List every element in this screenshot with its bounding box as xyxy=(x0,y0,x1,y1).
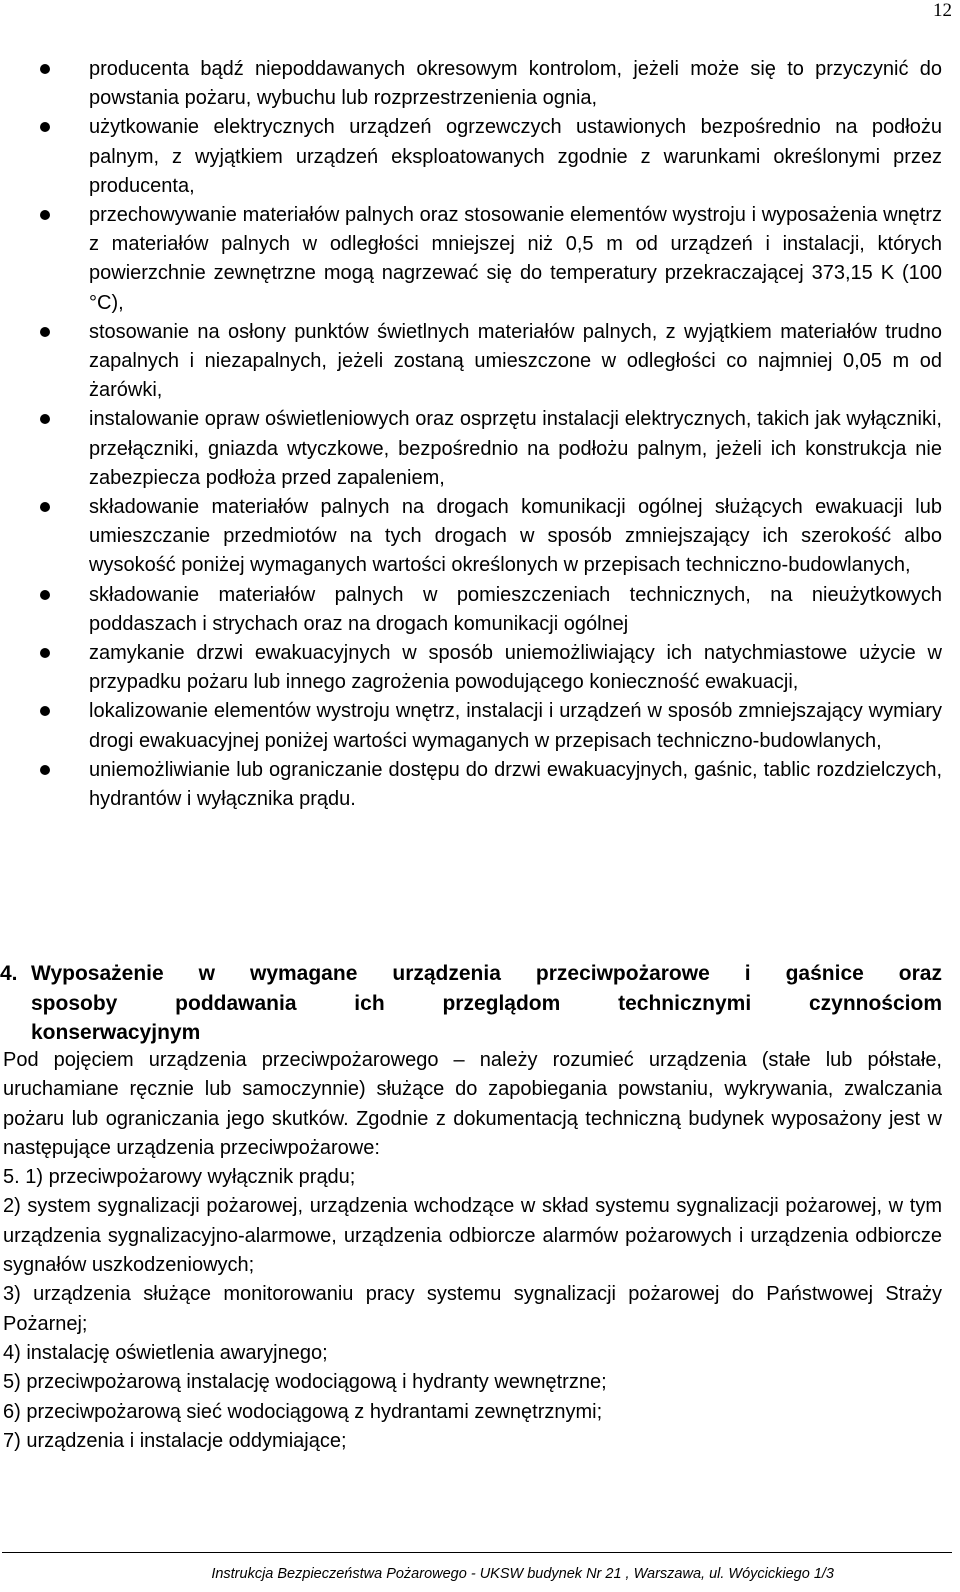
list-item-text: producenta bądź niepoddawanych okresowym kontrolom, jeżeli może się to przyczynić do powstania pożaru, wybuchu lub rozprzestrzenienia ognia, xyxy=(89,58,942,110)
section-heading-line: konserwacyjnym xyxy=(31,1021,201,1044)
list-item xyxy=(89,55,942,113)
device-item: 7) urządzenia i instalacje oddymiające; xyxy=(3,1429,347,1452)
list-item-text: instalowanie opraw oświetleniowych oraz osprzętu instalacji elektrycznych, takich jak wyłączniki, przełączniki, gniazda wtyczkowe, bezpośrednio na podłożu palnym, jeżeli ich konstrukcja nie zabezpiecza podłoża przed zapaleniem, xyxy=(89,408,942,489)
list-item xyxy=(89,318,942,406)
list-item xyxy=(89,493,942,581)
device-item: 6) przeciwpożarową sieć wodociągową z hydrantami zewnętrznymi; xyxy=(3,1400,603,1423)
device-item: 5. 1) przeciwpożarowy wyłącznik prądu; xyxy=(3,1166,356,1189)
bullet-icon xyxy=(40,210,50,220)
section-intro: Pod pojęciem urządzenia przeciwpożarowego – należy rozumieć urządzenia (stałe lub półstałe, uruchamiane ręcznie lub samoczynnie) służące do zapobiegania powstaniu, wykrywania, zwalczania pożaru lub ograniczania jego skutków. Zgodnie z dokumentacją techniczną budynek wyposażony jest w następujące urządzenia przeciwpożarowe: xyxy=(3,1049,942,1159)
list-item-text: uniemożliwianie lub ograniczanie dostępu do drzwi ewakuacyjnych, gaśnic, tablic rozdzielczych, hydrantów i wyłącznika prądu. xyxy=(89,758,942,811)
list-item xyxy=(89,581,942,639)
list-item-text: zamykanie drzwi ewakuacyjnych w sposób uniemożliwiający ich natychmiastowe użycie w przypadku pożaru lub innego zagrożenia powodującego konieczność ewakuacji, xyxy=(89,642,942,694)
list-item xyxy=(89,697,942,755)
list-item-text: składowanie materiałów palnych w pomieszczeniach technicznych, na nieużytkowych poddaszach i strychach oraz na drogach komunikacji ogólnej xyxy=(89,583,942,635)
list-item xyxy=(89,405,942,493)
list-item-text: użytkowanie elektrycznych urządzeń ogrzewczych ustawionych bezpośrednio na podłożu palnym, z wyjątkiem urządzeń eksploatowanych zgodnie z warunkami określonymi przez producenta, xyxy=(89,116,942,197)
list-item xyxy=(89,201,942,318)
device-item: 4) instalację oświetlenia awaryjnego; xyxy=(3,1341,328,1364)
list-item xyxy=(89,113,942,201)
bullet-icon xyxy=(40,414,50,424)
device-item: 3) urządzenia służące monitorowaniu pracy systemu sygnalizacji pożarowej do Państwowej Straży Pożarnej; xyxy=(3,1283,942,1335)
list-item-text: przechowywanie materiałów palnych oraz stosowanie elementów wystroju i wyposażenia wnętrz z materiałów palnych w odległości mniejszej niż 0,5 m od urządzeń i instalacji, których powierzchnie zewnętrzne mogą nagrzewać się do temperatury przekraczającej 373,15 K (100 °C), xyxy=(89,204,942,314)
bullet-icon xyxy=(40,706,50,716)
footer-text: Instrukcja Bezpieczeństwa Pożarowego - UKSW budynek Nr 21 , Warszawa, ul. Wóycickiego 1/3 xyxy=(211,1566,834,1582)
list-item-text: lokalizowanie elementów wystroju wnętrz, instalacji i urządzeń w sposób zmniejszający wymiary drogi ewakuacyjnej poniżej wartości wymaganych w przepisach techniczno-budowlanych, xyxy=(89,700,942,752)
list-item-text: składowanie materiałów palnych na drogach komunikacji ogólnej służących ewakuacji lub umieszczanie przedmiotów na tych drogach w sposób zmniejszający ich szerokość albo wysokość poniżej wymaganych wartości określonych w przepisach techniczno-budowlanych, xyxy=(89,496,942,577)
bullet-icon xyxy=(40,590,50,600)
bullet-icon xyxy=(40,765,50,775)
device-item: 5) przeciwpożarową instalację wodociągową i hydranty wewnętrzne; xyxy=(3,1371,607,1394)
section-heading-line: Wyposażenie w wymagane urządzenia przeciwpożarowe i gaśnice oraz xyxy=(31,962,942,985)
page-number: 12 xyxy=(933,0,952,21)
bullet-icon xyxy=(40,327,50,337)
section-body xyxy=(3,1046,942,1456)
bullet-icon xyxy=(40,122,50,132)
bullet-icon xyxy=(40,64,50,74)
device-item: 2) system sygnalizacji pożarowej, urządzenia wchodzące w skład systemu sygnalizacji pożarowej, w tym urządzenia sygnalizacyjno-alarmowe, urządzenia odbiorcze alarmów pożarowych i urządzenia odbiorcze sygnałów uszkodzeniowych; xyxy=(3,1195,942,1277)
section-heading-line: sposoby poddawania ich przeglądom technicznymi czynnościom xyxy=(31,991,942,1015)
bullet-icon xyxy=(40,502,50,512)
list-item-text: stosowanie na osłony punktów świetlnych materiałów palnych, z wyjątkiem materiałów trudno zapalnych i niezapalnych, jeżeli zostaną umieszczone w odległości co najmniej 0,05 m od żarówki, xyxy=(89,320,942,402)
list-item xyxy=(89,639,942,697)
bullet-icon xyxy=(40,648,50,658)
section-heading xyxy=(0,959,942,1048)
prohibition-list xyxy=(0,55,960,814)
footer-rule xyxy=(2,1552,952,1553)
list-item xyxy=(89,756,942,814)
section-number: 4. xyxy=(0,962,18,985)
